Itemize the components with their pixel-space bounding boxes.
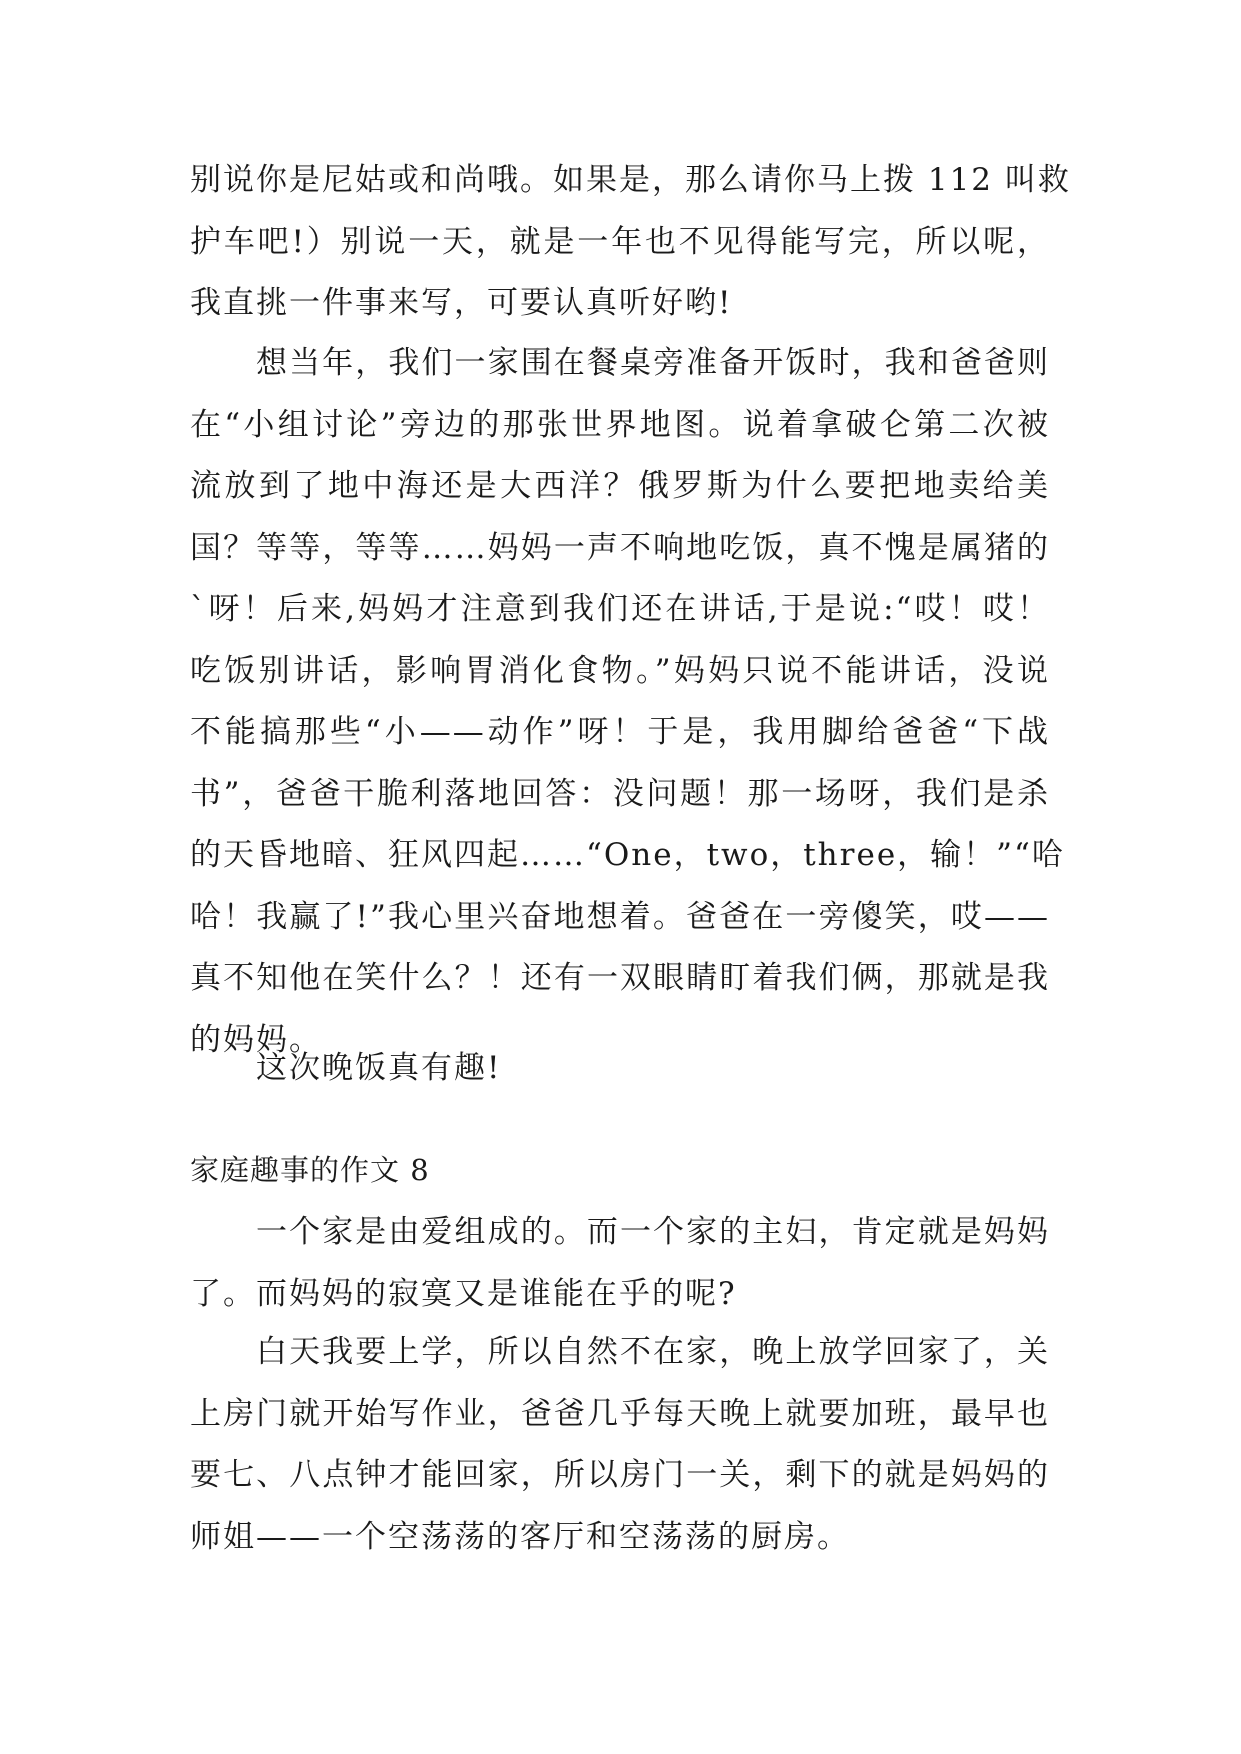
text-line: 我直挑一件事来写，可要认真听好哟! <box>190 285 733 321</box>
text-line: 的妈妈。 <box>190 1021 322 1058</box>
paragraph-conclusion <box>190 1038 1050 1100</box>
text-line: 不能搞那些“小——动作”呀！于是，我用脚给爸爸“下战 <box>190 714 1050 750</box>
text-line: 上房门就开始写作业，爸爸几乎每天晚上就要加班，最早也 <box>190 1395 1050 1432</box>
text-line: 哈！我赢了!”我心里兴奋地想着。爸爸在一旁傻笑，哎—— <box>190 898 1050 935</box>
section-heading: 家庭趣事的作文 8 <box>190 1153 430 1187</box>
text-line: `呀！后来,妈妈才注意到我们还在讲话,于是说:“哎！哎！ <box>190 591 1050 627</box>
text-line: 在“小组讨论”旁边的那张世界地图。说着拿破仑第二次被 <box>190 406 1050 443</box>
text-line: 这次晚饭真有趣! <box>256 1050 502 1086</box>
paragraph-continued <box>190 150 1071 335</box>
paragraph-daily-life <box>190 1322 1050 1568</box>
text-line: 真不知他在笑什么？！还有一双眼睛盯着我们俩，那就是我 <box>190 960 1050 996</box>
text-line: 师姐——一个空荡荡的客厅和空荡荡的厨房。 <box>190 1518 850 1555</box>
text-line: 了。而妈妈的寂寞又是谁能在乎的呢? <box>190 1275 737 1312</box>
paragraph-family-love <box>190 1202 1050 1325</box>
text-line: 国？等等，等等……妈妈一声不响地吃饭，真不愧是属猪的 <box>190 529 1050 566</box>
text-line: 流放到了地中海还是大西洋？俄罗斯为什么要把地卖给美 <box>190 468 1050 504</box>
text-line: 书”，爸爸干脆利落地回答：没问题！那一场呀，我们是杀 <box>190 775 1050 812</box>
text-line: 一个家是由爱组成的。而一个家的主妇，肯定就是妈妈 <box>256 1214 1050 1250</box>
text-line: 白天我要上学，所以自然不在家，晚上放学回家了，关 <box>256 1334 1050 1370</box>
paragraph-dinner-story <box>190 333 1065 1071</box>
text-line: 别说你是尼姑或和尚哦。如果是，那么请你马上拨 112 叫救 <box>190 162 1071 198</box>
text-line: 护车吧!）别说一天，就是一年也不见得能写完，所以呢， <box>190 223 1050 260</box>
text-line: 要七、八点钟才能回家，所以房门一关，剩下的就是妈妈的 <box>190 1457 1050 1493</box>
text-line: 吃饭别讲话，影响胃消化食物。”妈妈只说不能讲话，没说 <box>190 652 1050 689</box>
text-line: 的天昏地暗、狂风四起……“One，two，three，输！”“哈 <box>190 837 1065 873</box>
text-line: 想当年，我们一家围在餐桌旁准备开饭时，我和爸爸则 <box>256 345 1050 381</box>
